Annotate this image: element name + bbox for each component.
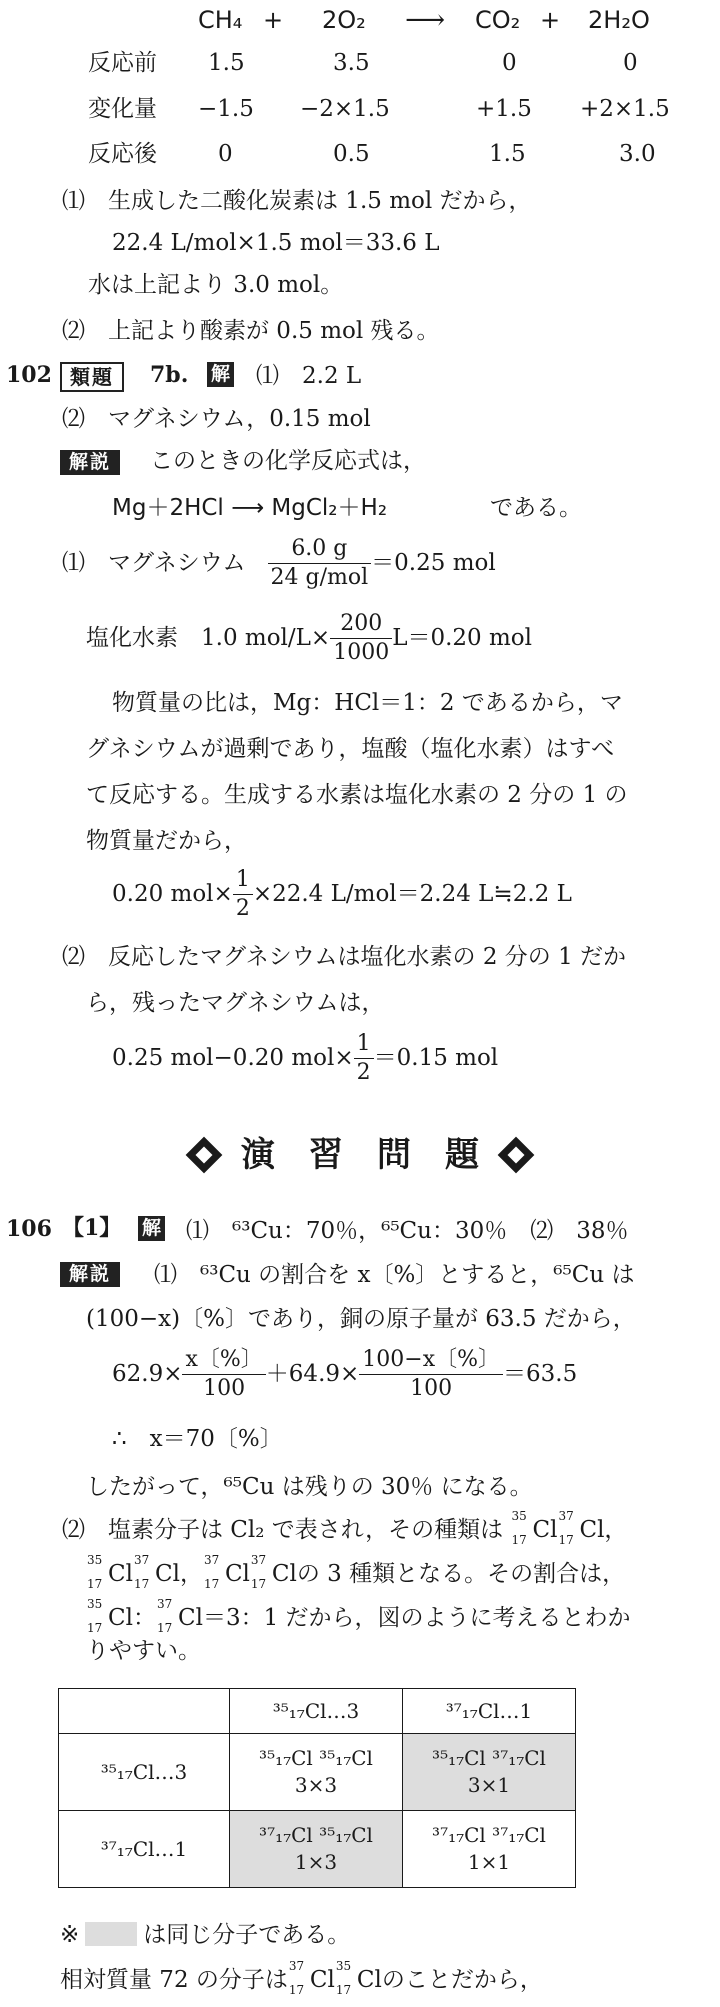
mg-calculation	[62, 537, 496, 590]
cell-value: 1×1	[467, 1850, 511, 1874]
isotope-table	[58, 1688, 576, 1888]
cell-value: 3×3	[294, 1773, 338, 1797]
p106-line7: りやすい。	[86, 1638, 201, 1664]
h2-calculation	[112, 868, 572, 921]
kaisetsu-badge: 解説	[60, 1262, 120, 1287]
row-label: 変化量	[88, 96, 157, 122]
table-note	[60, 1922, 350, 1947]
row-value: 3.0	[619, 141, 656, 167]
therefore-line: ∴ x＝70〔%〕	[112, 1426, 283, 1452]
line-text: のことだから，	[381, 1967, 543, 1993]
fraction-numerator: 200	[330, 612, 392, 639]
table-cell	[230, 1734, 403, 1811]
row-value: −1.5	[198, 96, 254, 122]
eq-arrow: ⟶	[405, 3, 446, 36]
h2-post: ×22.4 L/mol＝2.24 L≒2.2 L	[252, 881, 572, 908]
problem-number-102: 102	[6, 362, 52, 388]
mg-label: ⑴ マグネシウム	[62, 550, 246, 577]
cell-value: 3×1	[467, 1773, 511, 1797]
row-value: 0.5	[333, 141, 370, 167]
row-value: 1.5	[489, 141, 526, 167]
fraction-denominator: 1000	[333, 640, 390, 666]
shade-swatch	[85, 1922, 137, 1946]
fraction-denominator: 100	[410, 1376, 453, 1402]
problem-bracket: 【1】	[62, 1215, 122, 1241]
line-text: ⑵ 塩素分子は Cl₂ で表され，その種類は	[62, 1517, 504, 1543]
line-text: ＝3：1 だから，図のように考えるとわか	[202, 1605, 631, 1631]
eq-part-b: ＋64.9×	[265, 1361, 360, 1388]
cu-equation	[112, 1348, 577, 1401]
cell-pair: ³⁷₁₇Cl ³⁷₁₇Cl	[432, 1823, 546, 1847]
kaisetsu-badge: 解説	[60, 450, 120, 475]
fraction-denominator: 2	[235, 896, 250, 922]
p106-line2: (100−x)〔%〕であり，銅の原子量が 63.5 だから，	[86, 1306, 636, 1332]
mg-remaining-fraction	[354, 1032, 374, 1085]
problem-number-106: 106	[6, 1216, 52, 1242]
diamond-icon	[186, 1137, 223, 1174]
q2-line1: ⑵ 反応したマグネシウムは塩化水素の 2 分の 1 だか	[62, 944, 627, 970]
answer-1: ⑴ 2.2 L	[256, 363, 362, 389]
fraction-denominator: 100	[203, 1376, 246, 1402]
eq-part-c: ＝63.5	[503, 1361, 578, 1388]
fraction-numerator: 1	[233, 868, 253, 895]
cl37-isotope: 37 17	[558, 1509, 574, 1547]
row-value: 1.5	[208, 50, 245, 76]
cell-pair: ³⁵₁₇Cl ³⁵₁₇Cl	[259, 1746, 373, 1770]
p106-line3: したがって，⁶⁵Cu は残りの 30％ になる。	[86, 1474, 533, 1500]
table-cell	[403, 1811, 576, 1888]
para-line: て反応する。生成する水素は塩化水素の 2 分の 1 の	[86, 782, 628, 808]
table-cell-shaded	[230, 1811, 403, 1888]
p101-line3: 水は上記より 3.0 mol。	[88, 272, 344, 298]
final-line: 相対質量 72 の分子は 37 17 Cl 35 17 Clのことだから，	[60, 1959, 543, 1997]
q2-line2: ら，残ったマグネシウムは，	[86, 990, 385, 1016]
para-line: グネシウムが過剰であり，塩酸（塩化水素）はすべ	[86, 736, 615, 762]
hcl-fraction	[330, 612, 392, 665]
hcl-calculation	[86, 612, 532, 665]
ref-label: 7b.	[150, 362, 189, 388]
para-line: 物質量の比は，Mg：HCl＝1：2 であるから，マ	[112, 690, 623, 716]
row-value: 3.5	[333, 50, 370, 76]
mg-result: ＝0.25 mol	[371, 550, 496, 577]
mg-remaining-calculation	[112, 1032, 498, 1085]
p106-line6: 35 17 Cl： 37 17 Cl＝3：1 だから，図のように考えるとわか	[87, 1597, 631, 1635]
answer-2: ⑵ マグネシウム，0.15 mol	[62, 406, 371, 432]
note-text: は同じ分子である。	[143, 1922, 351, 1948]
row-value: +2×1.5	[580, 96, 670, 122]
cell-pair: ³⁷₁₇Cl ³⁵₁₇Cl	[259, 1823, 373, 1847]
h2-fraction	[233, 868, 253, 921]
section-title: 演 習 問 題	[241, 1135, 479, 1175]
row-value: −2×1.5	[300, 96, 390, 122]
cu-fraction-2	[359, 1348, 503, 1401]
row-header: ³⁷₁₇Cl…1	[59, 1811, 230, 1888]
line-text: の 3 種類となる。その割合は，	[296, 1561, 626, 1587]
eq-co2: CO₂	[475, 6, 521, 34]
reaction-equation-tail: である。	[490, 495, 582, 521]
p106-line5: 35 17 Cl 37 17 Cl， 37 17 Cl 37 17 Clの 3 種類となる。その割合は，	[87, 1553, 626, 1591]
section-heading	[0, 1135, 720, 1175]
eq-plus: +	[263, 6, 284, 34]
note-mark: ※	[60, 1922, 80, 1948]
row-value: 0	[623, 50, 638, 76]
kai-badge: 解	[207, 362, 234, 387]
fraction-numerator: 6.0 g	[268, 537, 372, 564]
line-text: 相対質量 72 の分子は	[60, 1967, 288, 1993]
row-value: 0	[502, 50, 517, 76]
para-line: 物質量だから，	[86, 828, 247, 854]
table-cell-shaded	[403, 1734, 576, 1811]
fraction-numerator: 100−x〔%〕	[359, 1348, 503, 1375]
eq-plus2: +	[540, 6, 561, 34]
fraction-denominator: 24 g/mol	[270, 565, 369, 591]
row-header: ³⁵₁₇Cl…3	[59, 1734, 230, 1811]
cell-value: 1×3	[294, 1850, 338, 1874]
p101-line2: 22.4 L/mol×1.5 mol＝33.6 L	[112, 230, 440, 256]
ruitai-box: 類題	[60, 362, 124, 392]
p101-line1: ⑴ 生成した二酸化炭素は 1.5 mol だから，	[62, 188, 532, 214]
table-corner	[59, 1689, 230, 1734]
kaisetsu-intro: このときの化学反応式は，	[150, 448, 426, 474]
fraction-numerator: 1	[354, 1032, 374, 1059]
row-label: 反応後	[88, 141, 157, 167]
answer-106: ⑴ ⁶³Cu：70％，⁶⁵Cu：30％ ⑵ 38％	[186, 1218, 629, 1244]
line-sep: ，	[179, 1561, 203, 1587]
p106-line4: ⑵ 塩素分子は Cl₂ で表され，その種類は 35 17 Cl 37 17 Cl，	[62, 1509, 628, 1547]
p101-line4: ⑵ 上記より酸素が 0.5 mol 残る。	[62, 318, 440, 344]
row-label: 反応前	[88, 50, 157, 76]
row-value: +1.5	[476, 96, 532, 122]
hcl-result: L＝0.20 mol	[392, 625, 533, 652]
mg-post: ＝0.15 mol	[373, 1045, 499, 1072]
eq-h2o: 2H₂O	[588, 6, 650, 34]
cell-pair: ³⁵₁₇Cl ³⁷₁₇Cl	[432, 1746, 546, 1770]
cu-fraction-1	[182, 1348, 265, 1401]
row-value: 0	[218, 141, 233, 167]
fraction-denominator: 2	[356, 1060, 371, 1086]
col-header: ³⁵₁₇Cl…3	[230, 1689, 403, 1734]
mg-fraction	[268, 537, 372, 590]
cl35-isotope: 35 17	[511, 1509, 527, 1547]
p106-line1: ⑴ ⁶³Cu の割合を x〔%〕とすると，⁶⁵Cu は	[154, 1262, 635, 1288]
reaction-equation-mg: Mg＋2HCl ⟶ MgCl₂＋H₂	[112, 495, 388, 521]
kai-badge: 解	[138, 1216, 165, 1241]
hcl-label: 塩化水素 1.0 mol/L×	[86, 625, 331, 652]
eq-o2: 2O₂	[322, 6, 366, 34]
diamond-icon	[498, 1137, 535, 1174]
h2-pre: 0.20 mol×	[112, 881, 233, 908]
col-header: ³⁷₁₇Cl…1	[403, 1689, 576, 1734]
mg-pre: 0.25 mol−0.20 mol×	[112, 1045, 354, 1072]
eq-part-a: 62.9×	[112, 1361, 183, 1388]
fraction-numerator: x〔%〕	[182, 1348, 265, 1375]
eq-ch4: CH₄	[198, 6, 243, 34]
